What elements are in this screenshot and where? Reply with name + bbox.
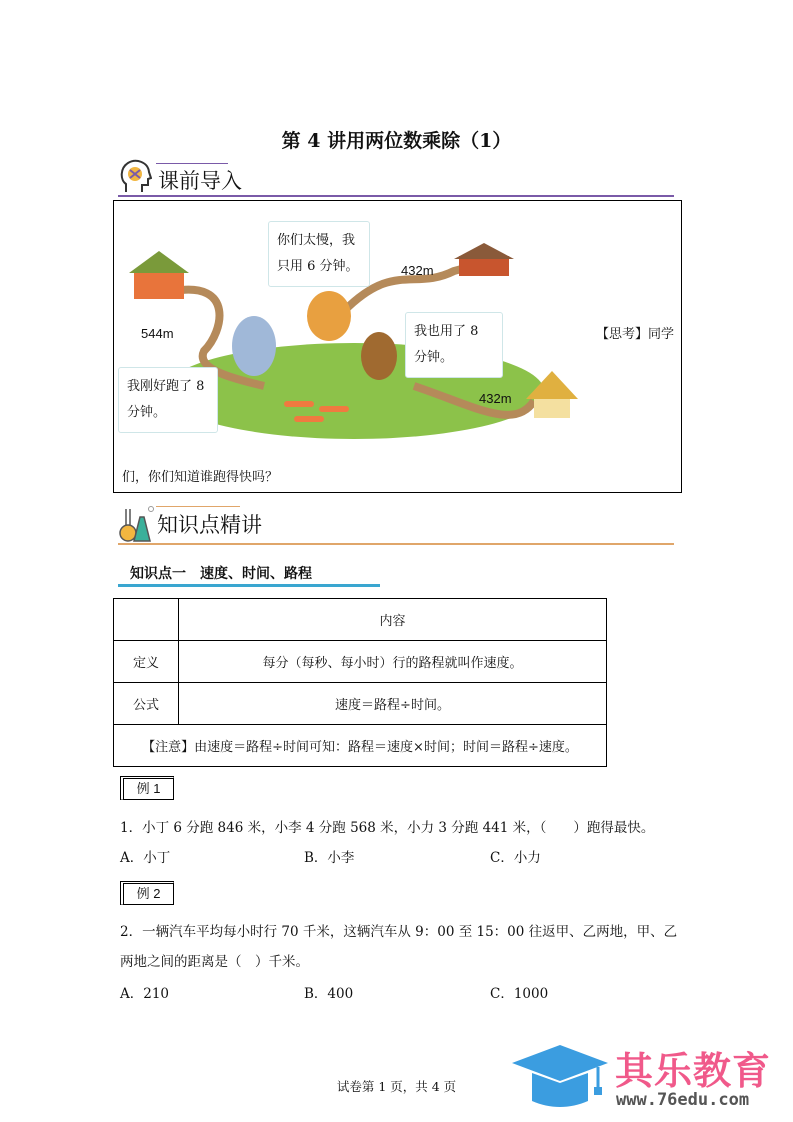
logo-url: www.76edu.com	[616, 1090, 750, 1110]
question-text: 1．小丁 6 分跑 846 米，小李 4 分跑 568 米，小力 3 分跑 441 米，（ ）跑得最快。	[120, 820, 655, 836]
divider	[118, 543, 674, 545]
table-header-cell: 内容	[179, 599, 607, 641]
think-text-cont: 们，你们知道谁跑得快吗？	[122, 470, 279, 485]
example-label: 例 1	[120, 776, 174, 800]
option-b: B．400	[304, 986, 354, 1002]
page-footer: 试卷第 1 页，共 4 页	[336, 1079, 457, 1094]
option-b: B．小李	[304, 850, 355, 866]
question-text: 2．一辆汽车平均每小时行 70 千米，这辆汽车从 9：00 至 15：00 往返甲、乙两地，甲、乙	[120, 924, 678, 940]
page-title: 第 4 讲用两位数乘除（1）	[281, 130, 512, 152]
section-title-intro: 课前导入	[158, 169, 242, 193]
logo-name: 其乐教育	[615, 1049, 772, 1093]
table-row: 公式 速度＝路程÷时间。	[114, 683, 607, 725]
distance-label: 432m	[479, 391, 512, 406]
option-a: A．210	[120, 986, 170, 1002]
divider	[118, 195, 674, 197]
example-label: 例 2	[120, 881, 174, 905]
graduation-cap-logo-icon	[510, 1043, 610, 1111]
race-illustration	[114, 201, 681, 492]
question-text-cont: 两地之间的距离是（ ）千米。	[120, 954, 309, 970]
distance-label: 432m	[401, 263, 434, 278]
think-text: 【思考】同学	[596, 327, 675, 342]
speech-bubble-cow: 你们太慢，我只用 6 分钟。	[268, 221, 370, 287]
divider	[118, 584, 380, 587]
speech-bubble-elephant: 我刚好跑了 8 分钟。	[118, 367, 218, 433]
option-c: C．1000	[490, 986, 549, 1002]
option-a: A．小丁	[120, 850, 171, 866]
table-row: 定义 每分（每秒、每小时）行的路程就叫作速度。	[114, 641, 607, 683]
option-c: C．小力	[490, 850, 541, 866]
speech-bubble-bear: 我也用了 8 分钟。	[405, 312, 503, 378]
intro-box	[113, 200, 682, 493]
table-header-cell	[114, 599, 179, 641]
section-title-knowledge: 知识点精讲	[157, 513, 262, 537]
distance-label: 544m	[141, 326, 174, 341]
flask-icon	[118, 503, 154, 543]
head-brain-icon	[118, 158, 152, 194]
note-cell: 【注意】由速度＝路程÷时间可知：路程＝速度×时间；时间＝路程÷速度。	[114, 725, 607, 767]
table-row	[114, 725, 607, 767]
knowledge-heading: 知识点一 速度、时间、路程	[130, 566, 312, 582]
knowledge-table	[113, 598, 607, 767]
